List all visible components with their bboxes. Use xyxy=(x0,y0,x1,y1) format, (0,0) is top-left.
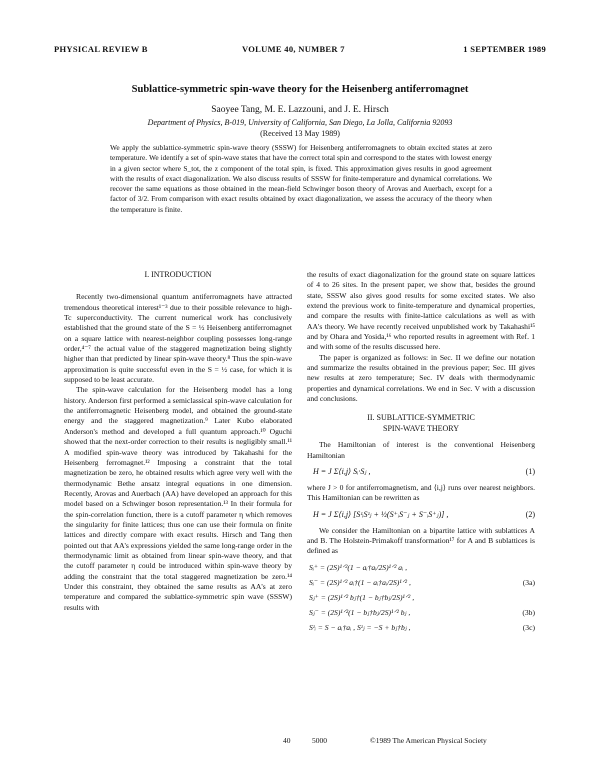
equation-number: (3c) xyxy=(522,622,535,632)
journal-name: PHYSICAL REVIEW B xyxy=(54,44,148,54)
paragraph: The spin-wave calculation for the Heisenberg model has a long history. Anderson first performed a semiclassical spin-wave calculation for the antiferromagnetic Heisenberg model, and obtained the ground-state energy and the staggered magnetization.⁹ Later Kubo elaborated Anderson's method and developed a full quantum approach.¹⁰ Oguchi showed that the next-order correction to their results is negligibly small.¹¹ A modified spin-wave theory was introduced by Takahashi for the Heisenberg ferromagnet.¹² Imposing a constraint that the total magnetization be zero, he obtained results which agree very well with the thermodynamic Bethe ansatz integral equations in one dimension. Recently, Arovas and Auerbach (AA) have developed an approach for this model based on a Schwinger boson representation.¹³ In their formula for the spin-correlation function, there is a cutoff parameter η which removes the singularity for finite lattices; thus one can use their formula on finite lattices and directly compare with exact results. Hirsch and Tang then pointed out that AA's expressions yielded the same long-range order in the thermodynamic limit as obtained from linear spin-wave theory, and that the cutoff parameter η could be introduced within spin-wave theory by adding the constraint that the total staggered magnetization be zero.¹⁴ Under this constraint, they obtained the same results as AA's at zero temperature and compared the sublattice-symmetric spin wave (SSSW) results with xyxy=(64,385,292,612)
left-column xyxy=(64,270,292,613)
volume-number: VOLUME 40, NUMBER 7 xyxy=(242,44,345,54)
issue-date: 1 SEPTEMBER 1989 xyxy=(463,44,546,54)
paragraph: Recently two-dimensional quantum antiferromagnets have attracted tremendous theoretical interest¹⁻³ due to their possible relevance to high-Tc superconductivity. The current numerical work has conclusively established that the ground state of the S = ½ Heisenberg antiferromagnet on a square lattice with nearest-neighbor coupling possesses long-range order,⁴⁻⁷ the actual value of the staggered magnetization being slightly higher than that predicted by linear spin-wave theory.⁸ Thus the spin-wave approximation is quite successful even in the S = ½ case, for which it is supposed to be least accurate. xyxy=(64,292,292,385)
equation-3c xyxy=(307,620,535,635)
equation-3b-line1 xyxy=(307,590,535,605)
paragraph: The Hamiltonian of interest is the conventional Heisenberg Hamiltonian xyxy=(307,440,535,460)
equation-body: H = J Σ⟨i,j⟩ Sᵢ·Sⱼ , xyxy=(313,466,371,476)
equation-3a-line1 xyxy=(307,560,535,575)
equation-number: (3a) xyxy=(522,577,535,587)
paper-title: Sublattice-symmetric spin-wave theory for the Heisenberg antiferromagnet xyxy=(131,84,469,95)
equation-body: Sᵢ⁻ = (2S)¹ᐟ² aᵢ†(1 − aᵢ†aᵢ/2S)¹ᐟ² , xyxy=(309,577,411,587)
running-header xyxy=(54,44,546,58)
paragraph: where J > 0 for antiferromagnetism, and ⟨i,j⟩ runs over nearest neighbors. This Hamiltonian can be rewritten as xyxy=(307,482,535,503)
equation-1 xyxy=(307,461,535,483)
received-date: (Received 13 May 1989) xyxy=(260,129,340,138)
section-heading-intro: I. INTRODUCTION xyxy=(144,270,212,279)
paragraph: The paper is organized as follows: in Sec. II we define our notation and summarize the results obtained in the previous paper; Sec. III gives new results at zero temperature; Sec. IV deals with thermodynamic properties and dynamical correlations. We end in Sec. V with a discussion and conclusions. xyxy=(307,352,535,404)
paragraph: the results of exact diagonalization for the ground state on square lattices of 4 to 26 sites. In the present paper, we show that, besides the ground state, SSSW also gives good results for some excited states. We also extend the previous work to finite-temperature and dynamical properties, and compare the results with finite-lattice calculations as well as with AA's theory. We have recently received unpublished work by Takahashi¹⁵ and by Ohara and Yosida,¹⁶ who reported results in agreement with Ref. 1 and with some of the results discussed here. xyxy=(307,270,535,352)
abstract: We apply the sublattice-symmetric spin-wave theory (SSSW) for Heisenberg antiferromagnets to obtain excited states at zero temperature. We identify a set of spin-wave states that have the correct total spin and correspond to the states with lowest energy in a given sector where S_tot, the z component of the total spin, is fixed. This approximation gives results in good agreement with the results of exact diagonalization. We also discuss results of SSSW for finite-temperature and dynamical correlations. We recover the same equations as those obtained in the mean-field Schwinger boson theory of Arovas and Auerbach, except for a factor of 3/2. From comparison with exact results obtained by exact diagonalization, we assess the accuracy of the theory when the temperature is finite. xyxy=(110,143,492,214)
equation-body: Sⱼ⁺ = (2S)¹ᐟ² bⱼ†(1 − bⱼ†bⱼ/2S)¹ᐟ² , xyxy=(309,592,415,602)
equation-3b-line2 xyxy=(307,605,535,620)
equation-number: (3b) xyxy=(522,607,535,617)
footer-volume: 40 xyxy=(283,736,291,745)
right-column xyxy=(307,270,535,635)
equation-body: Sᵢ⁺ = (2S)¹ᐟ²(1 − aᵢ†aᵢ/2S)¹ᐟ² aᵢ , xyxy=(309,562,408,572)
author-list: Saoyee Tang, M. E. Lazzouni, and J. E. Hirsch xyxy=(211,105,389,115)
equation-number: (2) xyxy=(525,509,535,519)
equation-body: Sⱼ⁻ = (2S)¹ᐟ²(1 − bⱼ†bⱼ/2S)¹ᐟ² bⱼ , xyxy=(309,607,411,617)
equation-body: Sᶻᵢ = S − aᵢ†aᵢ , Sᶻⱼ = −S + bⱼ†bⱼ , xyxy=(309,622,411,632)
paragraph: We consider the Hamiltonian on a bipartite lattice with sublattices A and B. The Holstein-Primakoff transformation¹⁷ for A and B sublattices is defined as xyxy=(307,525,535,556)
copyright-notice: ©1989 The American Physical Society xyxy=(370,736,487,745)
equation-3a-line2 xyxy=(307,575,535,590)
equation-body: H = J Σ⟨i,j⟩ [SᶻᵢSᶻⱼ + ½(S⁺ᵢS⁻ⱼ + S⁻ᵢS⁺ⱼ)] , xyxy=(313,509,449,519)
affiliation: Department of Physics, B-019, University of California, San Diego, La Jolla, California 92093 xyxy=(147,118,453,127)
equation-2 xyxy=(307,504,535,526)
equation-number: (1) xyxy=(525,466,535,476)
page-number: 5000 xyxy=(312,736,327,745)
section-heading-2-line2: SPIN-WAVE THEORY xyxy=(383,423,459,433)
section-heading-2-line1: II. SUBLATTICE-SYMMETRIC xyxy=(367,413,475,423)
